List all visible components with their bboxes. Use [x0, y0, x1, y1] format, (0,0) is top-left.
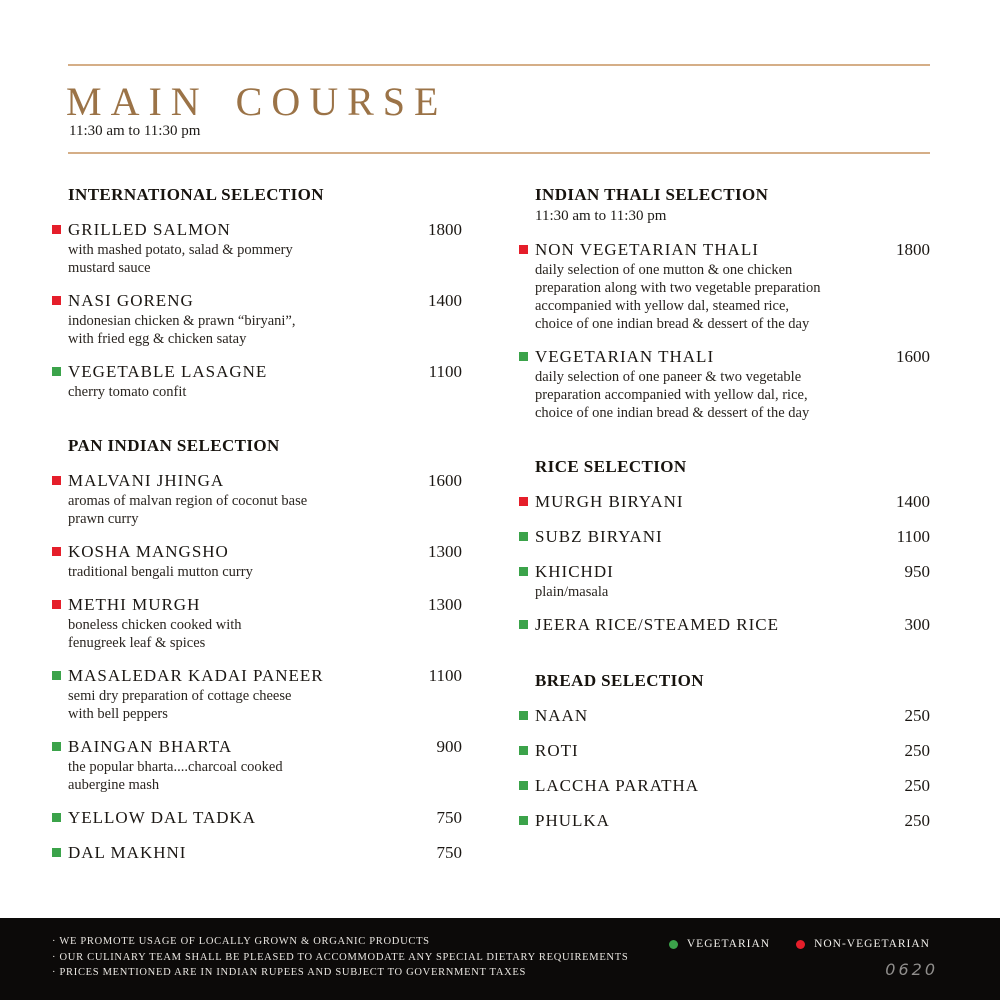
menu-item: [52, 593, 462, 652]
service-hours: 11:30 am to 11:30 pm: [69, 123, 201, 139]
diet-legend: [669, 938, 930, 950]
item-head: [535, 525, 930, 548]
section-title: RICE SELECTION: [535, 457, 687, 476]
menu-item: [52, 360, 462, 401]
item-price: 250: [904, 776, 930, 795]
legend-vegetarian-label: VEGETARIAN: [686, 938, 771, 950]
item-name: SUBZ BIRYANI: [535, 527, 663, 546]
menu-item: [519, 613, 930, 636]
veg-marker-icon: [52, 813, 61, 822]
menu-item: [52, 735, 462, 794]
legend-vegetarian: [669, 938, 770, 950]
veg-marker-icon: [519, 620, 528, 629]
veg-marker-icon: [519, 532, 528, 541]
item-name: PHULKA: [535, 811, 610, 830]
nonveg-marker-icon: [52, 225, 61, 234]
item-name: VEGETARIAN THALI: [535, 347, 715, 366]
menu-section: [52, 435, 462, 864]
veg-dot-icon: [669, 940, 678, 949]
item-name: NON VEGETARIAN THALI: [535, 240, 759, 259]
menu-item: [519, 704, 930, 727]
item-name: METHI MURGH: [68, 595, 201, 614]
item-description-line: with mashed potato, salad & pommery: [68, 242, 293, 258]
item-price: 750: [436, 843, 462, 862]
item-description-line: with fried egg & chicken satay: [68, 331, 247, 347]
item-head: [68, 841, 462, 864]
item-price: 900: [436, 737, 462, 756]
item-description-line: with bell peppers: [68, 706, 168, 722]
item-description-line: aubergine mash: [68, 777, 160, 793]
legend-non-vegetarian: [796, 938, 930, 950]
item-description-line: boneless chicken cooked with: [68, 617, 242, 633]
item-price: 300: [904, 615, 930, 634]
item-name: GRILLED SALMON: [68, 220, 231, 239]
footer: [0, 918, 1000, 1000]
menu-item: [519, 238, 930, 333]
veg-marker-icon: [519, 711, 528, 720]
menu-section: [519, 670, 930, 832]
item-price: 1600: [428, 471, 462, 490]
item-head: [535, 490, 930, 513]
veg-marker-icon: [519, 352, 528, 361]
veg-marker-icon: [519, 816, 528, 825]
menu-item: [519, 739, 930, 762]
footer-note: · PRICES MENTIONED ARE IN INDIAN RUPEES AND SUBJECT TO GOVERNMENT TAXES: [52, 967, 527, 978]
page-code: 0620: [885, 960, 938, 979]
item-price: 250: [904, 811, 930, 830]
menu-item: [52, 540, 462, 581]
item-head: [68, 593, 462, 616]
item-price: 1100: [896, 527, 930, 546]
item-name: ROTI: [535, 741, 579, 760]
section-title: BREAD SELECTION: [535, 671, 704, 690]
item-price: 1100: [428, 666, 462, 685]
section-subtitle: 11:30 am to 11:30 pm: [535, 208, 667, 224]
nonveg-dot-icon: [796, 940, 805, 949]
item-head: [535, 774, 930, 797]
footer-note: · WE PROMOTE USAGE OF LOCALLY GROWN & ORGANIC PRODUCTS: [52, 936, 430, 947]
item-head: [535, 345, 930, 368]
menu-section: [519, 184, 930, 422]
item-description-line: accompanied with yellow dal, steamed rice,: [535, 298, 790, 314]
item-name: DAL MAKHNI: [68, 843, 187, 862]
menu-column-right: [519, 180, 930, 832]
item-price: 1400: [428, 291, 462, 310]
veg-marker-icon: [519, 746, 528, 755]
nonveg-marker-icon: [52, 600, 61, 609]
menu-item: [52, 664, 462, 723]
item-head: [68, 469, 462, 492]
item-description-line: daily selection of one paneer & two vegetable: [535, 369, 802, 385]
item-description-line: fenugreek leaf & spices: [68, 635, 206, 651]
menu-item: [52, 469, 462, 528]
item-description-line: indonesian chicken & prawn “biryani”,: [68, 313, 296, 329]
nonveg-marker-icon: [52, 296, 61, 305]
item-name: KHICHDI: [535, 562, 614, 581]
menu-item: [52, 289, 462, 348]
item-head: [535, 613, 930, 636]
menu-item: [519, 809, 930, 832]
menu-item: [52, 218, 462, 277]
item-name: BAINGAN BHARTA: [68, 737, 233, 756]
item-name: NASI GORENG: [68, 291, 194, 310]
menu-item: [519, 774, 930, 797]
item-description-line: prawn curry: [68, 511, 139, 527]
menu-item: [52, 841, 462, 864]
item-description-line: aromas of malvan region of coconut base: [68, 493, 308, 509]
item-description-line: preparation along with two vegetable preparation: [535, 280, 821, 296]
menu-column-left: [52, 180, 462, 864]
veg-marker-icon: [52, 848, 61, 857]
item-head: [68, 664, 462, 687]
item-description-line: cherry tomato confit: [68, 384, 187, 400]
item-head: [68, 218, 462, 241]
menu-item: [519, 490, 930, 513]
header-top-divider: [68, 64, 930, 66]
item-price: 1800: [896, 240, 930, 259]
veg-marker-icon: [519, 781, 528, 790]
item-head: [68, 806, 462, 829]
nonveg-marker-icon: [52, 547, 61, 556]
item-price: 250: [904, 741, 930, 760]
item-price: 1300: [428, 542, 462, 561]
menu-section: [519, 456, 930, 636]
item-head: [535, 739, 930, 762]
header-bottom-divider: [68, 152, 930, 154]
section-title: INDIAN THALI SELECTION: [535, 185, 769, 204]
item-head: [535, 238, 930, 261]
item-price: 1600: [896, 347, 930, 366]
item-price: 1100: [428, 362, 462, 381]
veg-marker-icon: [52, 671, 61, 680]
section-title: INTERNATIONAL SELECTION: [68, 185, 324, 204]
item-name: NAAN: [535, 706, 589, 725]
item-name: KOSHA MANGSHO: [68, 542, 229, 561]
menu-item: [519, 560, 930, 601]
item-head: [535, 560, 930, 583]
item-description-line: daily selection of one mutton & one chicken: [535, 262, 793, 278]
item-description-line: choice of one indian bread & dessert of the day: [535, 405, 810, 421]
veg-marker-icon: [52, 742, 61, 751]
item-price: 1800: [428, 220, 462, 239]
menu-item: [52, 806, 462, 829]
footer-note: · OUR CULINARY TEAM SHALL BE PLEASED TO ACCOMMODATE ANY SPECIAL DIETARY REQUIREMENTS: [52, 951, 629, 963]
item-name: LACCHA PARATHA: [535, 776, 700, 795]
nonveg-marker-icon: [52, 476, 61, 485]
item-name: MASALEDAR KADAI PANEER: [68, 666, 324, 685]
item-head: [535, 704, 930, 727]
item-description-line: the popular bharta....charcoal cooked: [68, 759, 283, 775]
item-description-line: mustard sauce: [68, 260, 151, 276]
item-head: [68, 540, 462, 563]
item-description-line: preparation accompanied with yellow dal, rice,: [535, 387, 808, 403]
section-title: PAN INDIAN SELECTION: [68, 436, 280, 455]
footer-notes: [52, 934, 628, 981]
nonveg-marker-icon: [519, 245, 528, 254]
item-price: 1300: [428, 595, 462, 614]
item-price: 250: [904, 706, 930, 725]
item-description-line: choice of one indian bread & dessert of the day: [535, 316, 810, 332]
item-price: 950: [904, 562, 930, 581]
menu-section: [52, 184, 462, 401]
item-description-line: plain/masala: [535, 584, 609, 600]
veg-marker-icon: [52, 367, 61, 376]
menu-item: [519, 525, 930, 548]
item-description-line: traditional bengali mutton curry: [68, 564, 253, 580]
item-price: 1400: [896, 492, 930, 511]
item-head: [68, 289, 462, 312]
item-name: JEERA RICE/STEAMED RICE: [535, 615, 780, 634]
page-title: MAIN COURSE: [66, 79, 448, 124]
item-name: VEGETABLE LASAGNE: [68, 362, 268, 381]
item-description-line: semi dry preparation of cottage cheese: [68, 688, 292, 704]
menu-item: [519, 345, 930, 422]
item-price: 750: [436, 808, 462, 827]
item-name: MURGH BIRYANI: [535, 492, 684, 511]
item-name: YELLOW DAL TADKA: [68, 808, 257, 827]
veg-marker-icon: [519, 567, 528, 576]
item-head: [68, 360, 462, 383]
legend-non-vegetarian-label: NON-VEGETARIAN: [814, 938, 930, 950]
item-name: MALVANI JHINGA: [68, 471, 225, 490]
nonveg-marker-icon: [519, 497, 528, 506]
item-head: [68, 735, 462, 758]
item-head: [535, 809, 930, 832]
